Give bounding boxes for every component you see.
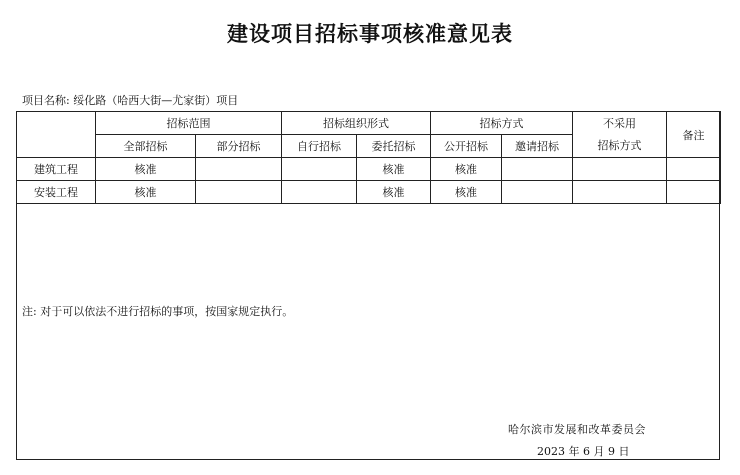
header-not-adopted-line2: 招标方式 (597, 138, 642, 152)
cell-partial (196, 158, 282, 181)
cell-self (282, 181, 357, 204)
cell-partial (196, 181, 282, 204)
subheader-open: 公开招标 (431, 135, 502, 158)
issue-date: 2023 年 6 月 9 日 (537, 445, 630, 458)
header-not-adopted (573, 112, 667, 158)
cell-not-adopted (573, 158, 667, 181)
cell-invited (502, 158, 573, 181)
header-organization: 招标组织形式 (282, 112, 431, 135)
header-row-groups (17, 112, 721, 135)
subheader-self: 自行招标 (282, 135, 357, 158)
cell-open: 核准 (431, 181, 502, 204)
table-row (17, 181, 721, 204)
cell-entrusted: 核准 (357, 181, 431, 204)
subheader-full: 全部招标 (96, 135, 196, 158)
approval-table (16, 111, 721, 204)
cell-not-adopted (573, 181, 667, 204)
cell-open: 核准 (431, 158, 502, 181)
legal-note: 注: 对于可以依法不进行招标的事项，按国家规定执行。 (22, 305, 294, 318)
cell-full: 核准 (96, 158, 196, 181)
header-remarks: 备注 (667, 112, 721, 158)
cell-self (282, 158, 357, 181)
row-name: 安装工程 (17, 181, 96, 204)
header-not-adopted-line1: 不采用 (603, 116, 636, 130)
subheader-entrusted: 委托招标 (357, 135, 431, 158)
cell-entrusted: 核准 (357, 158, 431, 181)
cell-remarks (667, 181, 721, 204)
cell-invited (502, 181, 573, 204)
cell-full: 核准 (96, 181, 196, 204)
document-title: 建设项目招标事项核准意见表 (227, 22, 513, 46)
project-name: 项目名称: 绥化路（哈西大街—尤家街）项目 (22, 94, 239, 107)
subheader-partial: 部分招标 (196, 135, 282, 158)
row-label-header-cell (17, 112, 96, 158)
row-name: 建筑工程 (17, 158, 96, 181)
subheader-invited: 邀请招标 (502, 135, 573, 158)
cell-remarks (667, 158, 721, 181)
table-row (17, 158, 721, 181)
header-scope: 招标范围 (96, 112, 282, 135)
issuing-authority: 哈尔滨市发展和改革委员会 (508, 423, 646, 436)
header-method: 招标方式 (431, 112, 573, 135)
